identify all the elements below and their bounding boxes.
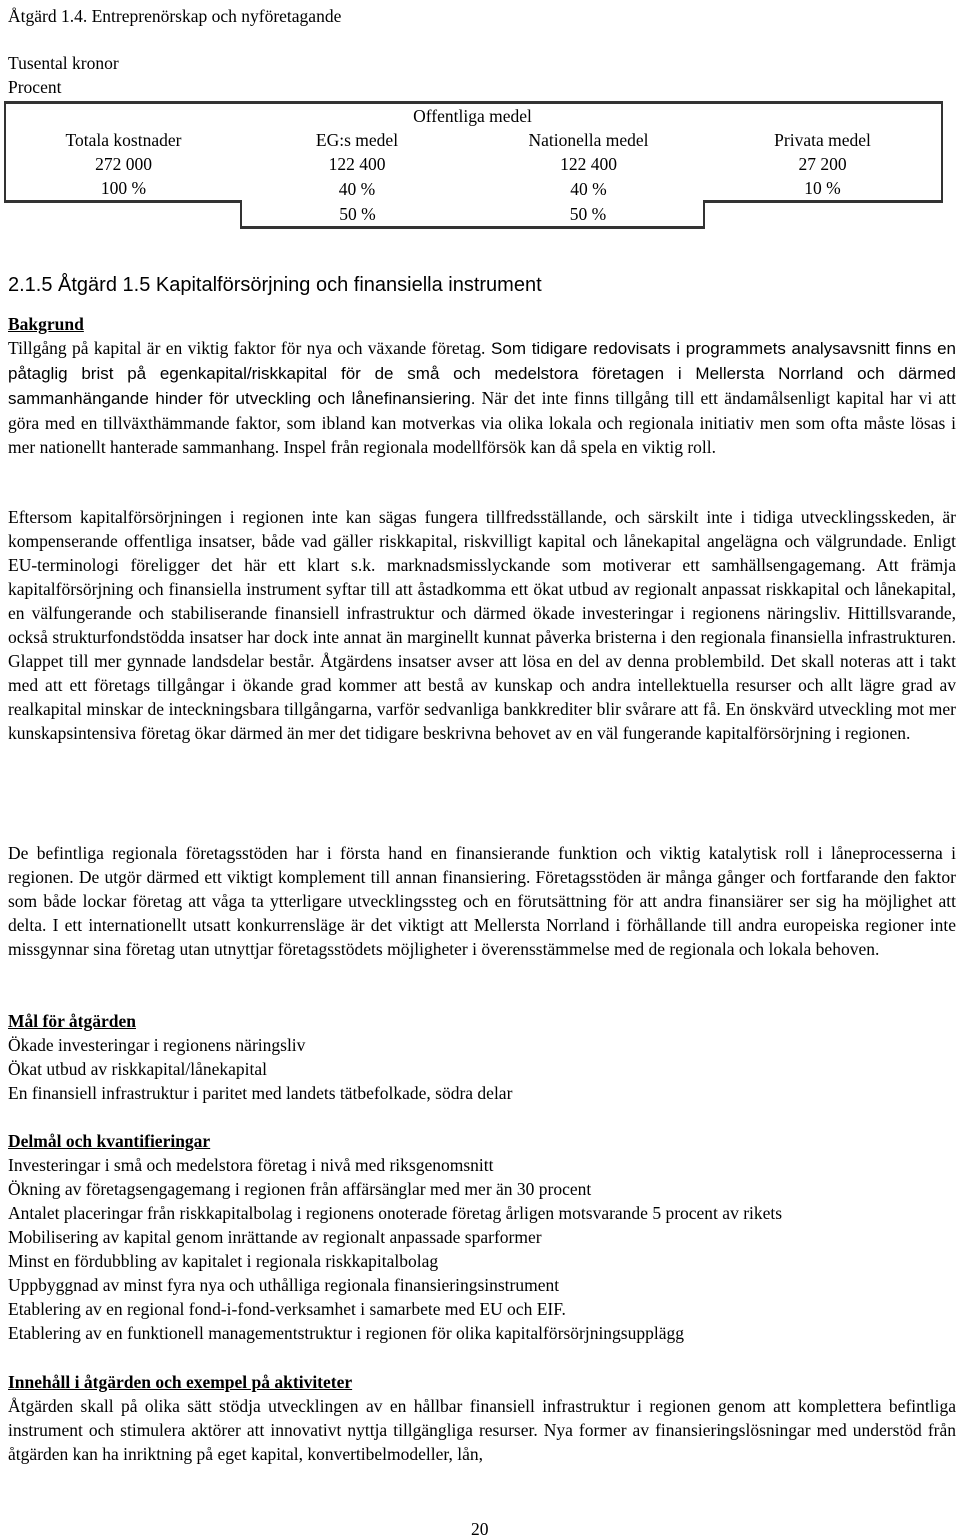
amount-private: 27 200	[704, 152, 942, 176]
paragraph-background	[8, 336, 956, 459]
percent-total: 100 %	[5, 176, 241, 202]
list-item: Ökat utbud av riskkapital/lånekapital	[8, 1059, 268, 1079]
table-cell	[5, 202, 241, 228]
content-heading: Innehåll i åtgärden och exempel på aktiviteter	[8, 1372, 353, 1392]
amount-national: 122 400	[560, 154, 617, 174]
unit-label-percent: Procent	[8, 77, 62, 97]
col-header-private: Privata medel	[704, 128, 942, 152]
public-percent-eu: 50 %	[241, 202, 473, 228]
paragraph-sans-text: Som tidigare redovisats i programmets analysavsnitt finns en påtaglig brist på egenkapital/riskkapital för de små och medelstora företagen i Mellersta Norrland och därmed sammanhängande hinder för utveckling och lånefinansiering.	[8, 339, 957, 408]
subgoals-heading: Delmål och kvantifieringar	[8, 1131, 211, 1151]
measure-title: Åtgärd 1.4. Entreprenörskap och nyföretagande	[8, 6, 342, 26]
percent-private: 10 %	[704, 176, 942, 202]
paragraph-intro: Tillgång på kapital är en viktig faktor för nya och växande företag.	[8, 338, 486, 358]
percent-eu: 40 %	[338, 178, 376, 199]
financing-table	[4, 101, 943, 229]
subgoals-list	[8, 1153, 956, 1345]
table-cell	[704, 202, 942, 228]
goals-heading: Mål för åtgärden	[8, 1011, 136, 1031]
col-header-total: Totala kostnader	[5, 128, 241, 152]
amount-total: 272 000	[5, 152, 241, 176]
table-row	[5, 202, 942, 228]
paragraph-business-support: De befintliga regionala företagsstöden har i första hand en finansierande funktion och viktig katalytisk roll i låneprocesserna i regionen. De utgör därmed ett viktigt komplement till annan finansiering. Företagsstöden är många gånger och fortfarande den faktor som både lockar företag att våga ta ytterligare utvecklingssteg och en förutsättning för att andra finansiärer ser sig ha möjlighet att delta. I ett internationellt utsatt konkurrensläge är det viktigt att Mellersta Norrland i förhållande till andra europeiska regioner inte missgynnar sina företag utan utnyttjar företagsstödets möjligheter i överensstämmelse med de regionala och lokala behoven.	[8, 843, 956, 959]
goals-list	[8, 1033, 956, 1105]
list-item: Mobilisering av kapital genom inrättande av regionalt anpassade sparformer	[8, 1227, 542, 1247]
table-row	[5, 128, 942, 152]
col-header-national: Nationella medel	[528, 130, 649, 150]
list-item: En finansiell infrastruktur i paritet med landets tätbefolkade, södra delar	[8, 1083, 513, 1103]
list-item: Antalet placeringar från riskkapitalbolag i regionens onoterade företag årligen motsvarande 5 procent av rikets	[8, 1203, 783, 1223]
page-number: 20	[471, 1519, 489, 1539]
table-row	[5, 176, 942, 202]
unit-label-thousand: Tusental kronor	[8, 53, 119, 73]
public-percent-national: 50 %	[473, 202, 704, 228]
list-item: Etablering av en funktionell managementstruktur i regionen för olika kapitalförsörjningsupplägg	[8, 1323, 684, 1343]
list-item: Uppbyggnad av minst fyra nya och uthålliga regionala finansieringsinstrument	[8, 1275, 560, 1295]
table-row	[5, 103, 942, 129]
section-heading: 2.1.5 Åtgärd 1.5 Kapitalförsörjning och finansiella instrument	[8, 274, 542, 296]
table-cell	[704, 103, 942, 129]
list-item: Ökning av företagsengagemang i regionen från affärsänglar med mer än 30 procent	[8, 1179, 592, 1199]
list-item: Investeringar i små och medelstora företag i nivå med riksgenomsnitt	[8, 1155, 494, 1175]
list-item: Ökade investeringar i regionens näringsliv	[8, 1035, 306, 1055]
table-row	[5, 152, 942, 176]
paragraph-rest: När det inte finns tillgång till ett ändamålsenligt kapital har vi att göra med en tillväxthämmande faktor, som ibland kan motverkas via olika lokala och regionala initiativ men som ofta måste lösas i mer nationellt hanterade sammanhang. Inspel från regionala modellförsök kan då spela en viktig roll.	[8, 388, 956, 457]
background-heading: Bakgrund	[8, 314, 84, 334]
percent-national: 40 %	[570, 178, 607, 199]
public-funds-header: Offentliga medel	[241, 103, 704, 129]
amount-eu: 122 400	[328, 154, 386, 174]
table-cell	[5, 103, 241, 129]
col-header-eu: EG:s medel	[315, 130, 399, 150]
list-item: Etablering av en regional fond-i-fond-verksamhet i samarbete med EU och EIF.	[8, 1299, 566, 1319]
list-item: Minst en fördubbling av kapitalet i regionala riskkapitalbolag	[8, 1251, 439, 1271]
paragraph-content: Åtgärden skall på olika sätt stödja utvecklingen av en hållbar finansiell infrastruktur i regionen genom att komplettera befintliga instrument och stimulera aktörer att innovativt nyttja tillgängliga resurser. Nya former av finansieringslösningar med understöd från åtgärden kan ha inriktning på eget kapital, konvertibelmodeller, lån,	[8, 1396, 956, 1464]
paragraph-market-failure: Eftersom kapitalförsörjningen i regionen inte kan sägas fungera tillfredsställande, och särskilt inte i tidiga utvecklingsskeden, är kompenserande offentliga insatser, både vad gäller riskkapital, riskvilligt kapital och lånekapital angelägna och välgrundade. Enligt EU-terminologi föreligger det här ett klart s.k. marknadsmisslyckande som motiverar ett samhällsengagemang. Att främja kapitalförsörjning och finansiella instrument syftar till att åstadkomma ett ökat utbud av regionalt anpassat riskkapital och lånekapital, en välfungerande och stabiliserande finansiell infrastruktur och därmed ökade investeringar i regionens näringsliv. Hittillsvarande, också strukturfondstödda insatser har dock inte annat än marginellt kunnat påverka bristerna i den regionala finansiella infrastrukturen. Glappet till mer gynnade landsdelar består. Åtgärdens insatser avser att lösa en del av denna problembild. Det skall noteras att i takt med att ett företags tillgångar i ökande grad kommer att bestå av kunskap och andra intellektuella resurser och allt lägre grad av realkapital minskar de inteckningsbara tillgångarna, varför sedvanliga bankkrediter blir svårare att få. En önskvärd utveckling mot mer kunskapsintensiva företag ökar därmed än mer det tidigare beskrivna behovet av en väl fungerande kapitalförsörjning i regionen.	[8, 507, 956, 743]
